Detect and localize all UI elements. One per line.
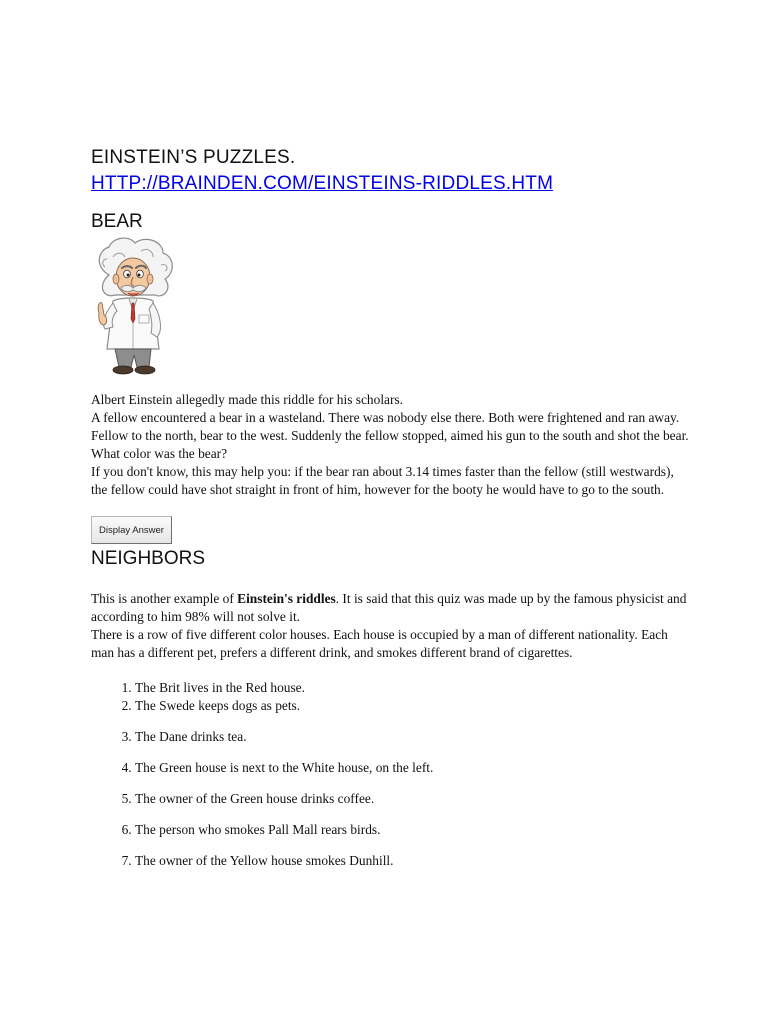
neighbors-heading: NEIGHBORS [91, 548, 206, 569]
bear-intro: Albert Einstein allegedly made this riddle for his scholars. [91, 392, 403, 407]
list-item: 5. The owner of the Green house drinks coffee. [135, 790, 691, 808]
bear-heading: BEAR [91, 211, 143, 232]
einsteins-riddles-bold: Einstein's riddles [237, 591, 336, 606]
list-item: 2. The Swede keeps dogs as pets. [135, 697, 691, 715]
neighbors-description: There is a row of five different color houses. Each house is occupied by a man of different nationality. Each man has a different pet, prefers a different drink, and smokes different brand of cigarettes. [91, 627, 668, 660]
clue-list [91, 679, 691, 870]
list-item: 4. The Green house is next to the White house, on the left. [135, 759, 691, 777]
display-answer-button[interactable]: Display Answer [91, 516, 172, 544]
einstein-cartoon-illustration [91, 237, 177, 379]
page-title: EINSTEIN’S PUZZLES. [91, 147, 296, 168]
bear-riddle-text [91, 391, 691, 499]
neighbors-intro-after: . It is said that this quiz was made up by the famous physicist and according to him 98% will not solve it. [91, 591, 687, 624]
neighbors-riddle-text [91, 590, 691, 662]
list-item: 1. The Brit lives in the Red house. [135, 679, 691, 697]
document-page [91, 145, 691, 870]
bear-hint: If you don't know, this may help you: if the bear ran about 3.14 times faster than the fellow (still westwards), the fellow could have shot straight in front of him, however for the booty he would have to go to the south. [91, 464, 674, 497]
bear-riddle: A fellow encountered a bear in a wasteland. There was nobody else there. Both were frightened and ran away. Fellow to the north, bear to the west. Suddenly the fellow stopped, aimed his gun to the south and shot the bear. What color was the bear? [91, 410, 689, 461]
neighbors-intro [91, 590, 691, 626]
list-item: 7. The owner of the Yellow house smokes Dunhill. [135, 852, 691, 870]
list-item: 6. The person who smokes Pall Mall rears birds. [135, 821, 691, 839]
list-item: 3. The Dane drinks tea. [135, 728, 691, 746]
neighbors-intro-before: This is another example of [91, 591, 238, 606]
source-link[interactable]: HTTP://BRAINDEN.COM/EINSTEINS-RIDDLES.HTM [91, 173, 554, 194]
